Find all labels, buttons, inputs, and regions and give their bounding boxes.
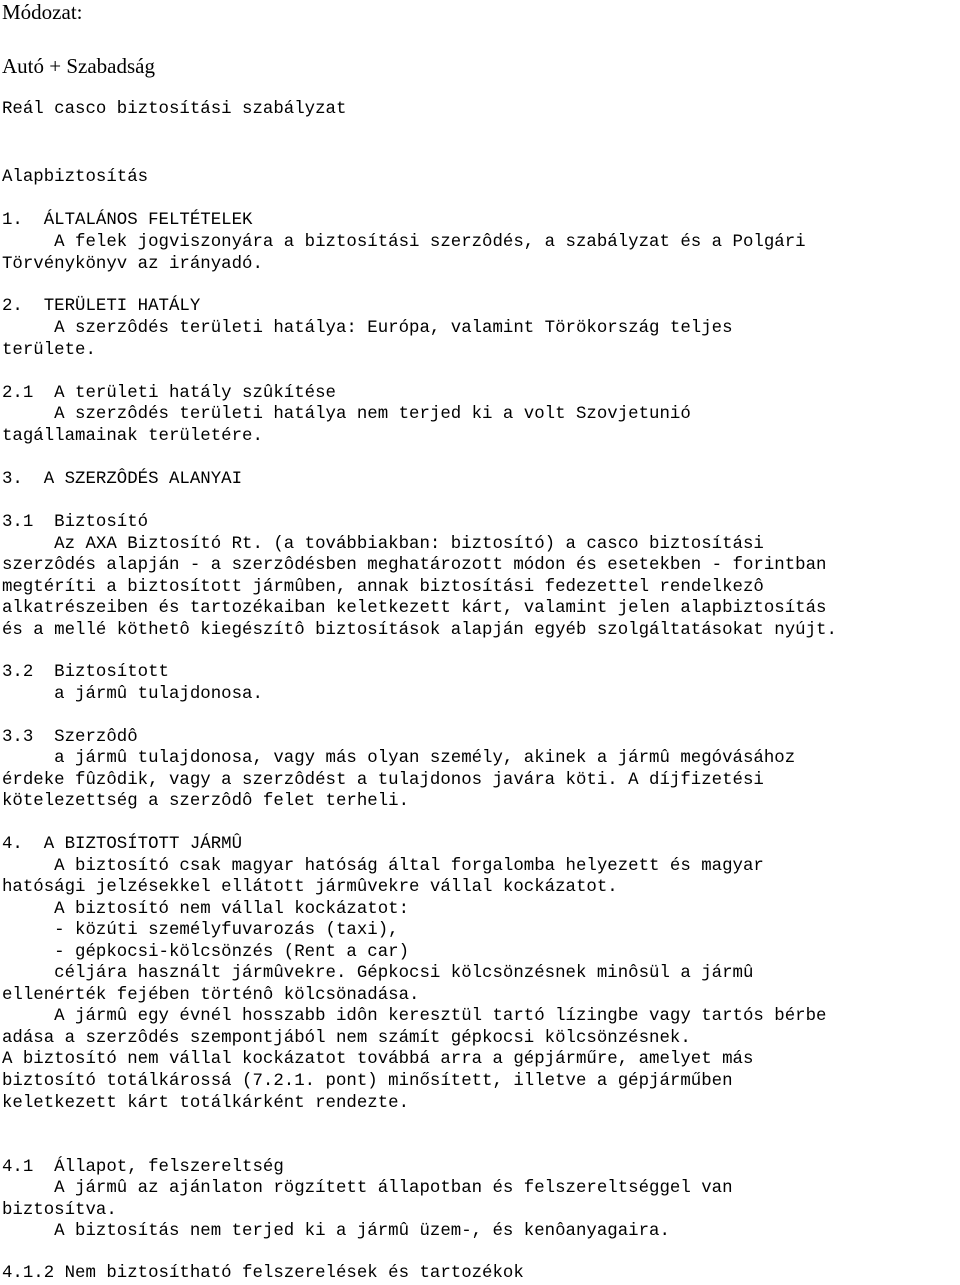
paragraph-line: a jármû tulajdonosa, vagy más olyan személy, akinek a jármû megóvásához: [2, 749, 796, 768]
paragraph-line: adása a szerzôdés szempontjából nem számít gépkocsi kölcsönzésnek.: [2, 1029, 691, 1048]
paragraph-line: céljára használt jármûvekre. Gépkocsi kölcsönzésnek minôsül a jármû: [2, 964, 754, 983]
paragraph-line: megtéríti a biztosított jármûben, annak biztosítási fedezettel rendelkezô: [2, 578, 764, 597]
document-title: Reál casco biztosítási szabályzat: [2, 100, 347, 119]
paragraph-line: A felek jogviszonyára a biztosítási szerzôdés, a szabályzat és a Polgári: [2, 233, 806, 252]
paragraph-line: a jármû tulajdonosa.: [2, 685, 263, 704]
heading-3: 3. A SZERZÔDÉS ALANYAI: [2, 470, 243, 489]
heading-4-1-2: 4.1.2 Nem biztosítható felszerelések és tartozékok: [2, 1264, 524, 1283]
paragraph-line: A biztosító csak magyar hatóság által forgalomba helyezett és magyar: [2, 857, 764, 876]
heading-3-3: 3.3 Szerzôdô: [2, 728, 138, 747]
paragraph-line: A jármû egy évnél hosszabb idôn keresztül tartó lízingbe vagy tartós bérbe: [2, 1007, 827, 1026]
paragraph-line: és a mellé köthetô kiegészítô biztosítások alapján egyéb szolgáltatásokat nyújt.: [2, 621, 837, 640]
paragraph-line: tagállamainak területére.: [2, 427, 263, 446]
paragraph-line: szerzôdés alapján - a szerzôdésben meghatározott módon és esetekben - forintban: [2, 556, 827, 575]
paragraph-line: A szerzôdés területi hatálya nem terjed ki a volt Szovjetunió: [2, 405, 691, 424]
paragraph-line: érdeke fûzôdik, vagy a szerzôdést a tulajdonos javára köti. A díjfizetési: [2, 771, 764, 790]
paragraph-line: ellenérték fejében történô kölcsönadása.: [2, 986, 420, 1005]
heading-3-1: 3.1 Biztosító: [2, 513, 149, 532]
heading-2: 2. TERÜLETI HATÁLY: [2, 297, 201, 316]
heading-3-2: 3.2 Biztosított: [2, 663, 169, 682]
paragraph-line: A szerzôdés területi hatálya: Európa, valamint Törökország teljes: [2, 319, 733, 338]
paragraph-line: területe.: [2, 341, 96, 360]
paragraph-line: biztosítva.: [2, 1201, 117, 1220]
paragraph-line: A jármû az ajánlaton rögzített állapotban és felszereltséggel van: [2, 1179, 733, 1198]
paragraph-line: kötelezettség a szerzôdô felet terheli.: [2, 792, 410, 811]
heading-4: 4. A BIZTOSÍTOTT JÁRMÛ: [2, 835, 243, 854]
heading-4-1: 4.1 Állapot, felszereltség: [2, 1158, 284, 1177]
paragraph-line: hatósági jelzésekkel ellátott jármûvekre vállal kockázatot.: [2, 878, 618, 897]
section-title: Alapbiztosítás: [2, 168, 149, 187]
list-item: - közúti személyfuvarozás (taxi),: [2, 921, 399, 940]
paragraph-line: A biztosító nem vállal kockázatot továbbá arra a gépjárműre, amelyet más: [2, 1050, 754, 1069]
heading-1: 1. ÁLTALÁNOS FELTÉTELEK: [2, 211, 253, 230]
modozat-label: Módozat:: [2, 0, 83, 24]
paragraph-line: keletkezett kárt totálkárként rendezte.: [2, 1094, 410, 1113]
paragraph-line: biztosító totálkárossá (7.2.1. pont) minősített, illetve a gépjárműben: [2, 1072, 733, 1091]
heading-2-1: 2.1 A területi hatály szûkítése: [2, 384, 336, 403]
paragraph-line: A biztosító nem vállal kockázatot:: [2, 900, 410, 919]
paragraph-line: A biztosítás nem terjed ki a jármû üzem-, és kenôanyagaira.: [2, 1222, 670, 1241]
paragraph-line: Az AXA Biztosító Rt. (a továbbiakban: biztosító) a casco biztosítási: [2, 535, 764, 554]
product-name: Autó + Szabadság: [2, 54, 155, 78]
list-item: - gépkocsi-kölcsönzés (Rent a car): [2, 943, 410, 962]
paragraph-line: Törvénykönyv az irányadó.: [2, 255, 263, 274]
paragraph-line: alkatrészeiben és tartozékaiban keletkezett kárt, valamint jelen alapbiztosítás: [2, 599, 827, 618]
